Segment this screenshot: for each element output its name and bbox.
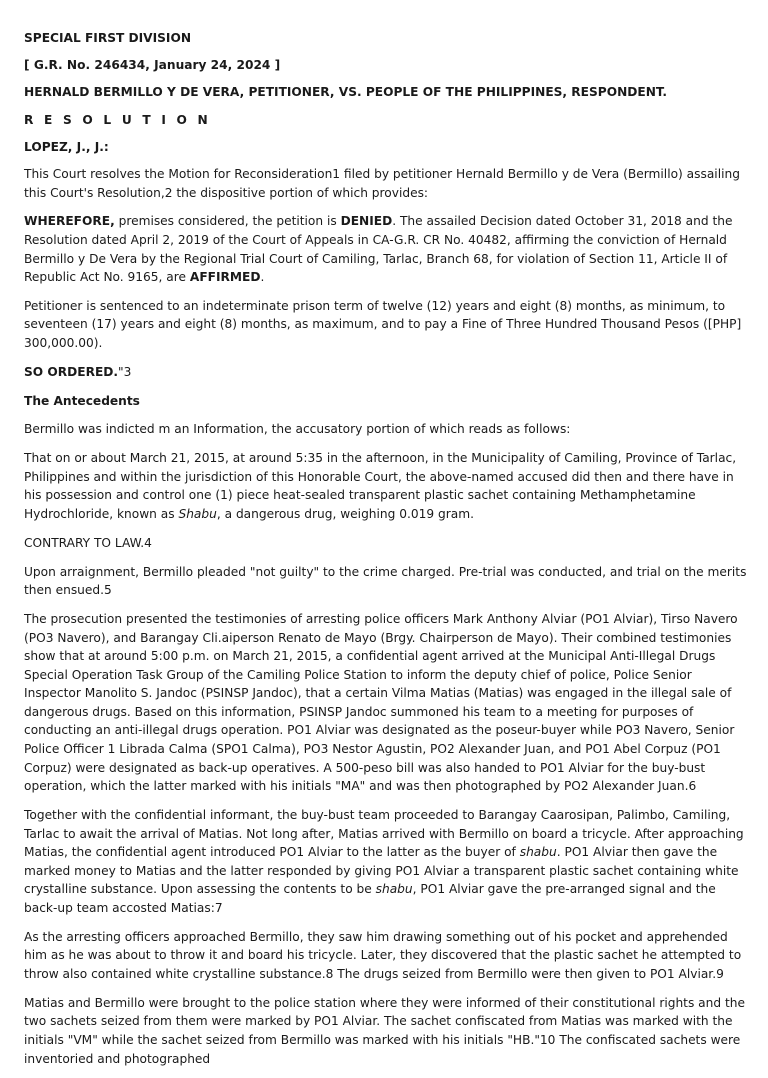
prosecution-paragraph: The prosecution presented the testimonies of arresting police officers Mark Anthony Alviar (PO1 Alviar), Tirso Navero (PO3 Navero), and Barangay Cli.aiperson Renato de Mayo (Brgy. Chairperson de Mayo). Their combined testimonies show that at around 5:00 p.m. on March 21, 2015, a confidential agent arrived at the Municipal Anti-Illegal Drugs Special Operation Task Group of the Camiling Police Station to inform the deputy chief of police, Police Senior Inspector Manolito S. Jandoc (PSINSP Jandoc), that a certain Vilma Matias (Matias) was engaged in the illegal sale of dangerous drugs. Based on this information, PSINSP Jandoc summoned his team to a meeting for purposes of conducting an anti-illegal drugs operation. PO1 Alviar was designated as the poseur-buyer while PO3 Navero, Senior Police Officer 1 Librada Calma (SPO1 Calma), PO3 Nestor Agustin, PO2 Alexander Juan, and PO1 Abel Corpuz (PO1 Corpuz) were designated as back-up operatives. A 500-peso bill was also handed to PO1 Alviar for the buy-bust operation, which the latter marked with his initials "MA" and was then photographed by PO2 Alexander Juan.6 <box>24 611 738 794</box>
so-ordered-label: SO ORDERED. <box>24 364 119 379</box>
wherefore-text-3: . <box>260 270 265 285</box>
affirmed-label: AFFIRMED <box>189 270 261 285</box>
document-type: R E S O L U T I O N <box>24 112 211 127</box>
information-paragraph <box>24 449 752 523</box>
intro-paragraph: This Court resolves the Motion for Reconsideration1 filed by petitioner Hernald Bermillo y de Vera (Bermillo) assailing this Court's Resolution,2 the dispositive portion of which provides: <box>24 166 740 200</box>
information-text-2: , a dangerous drug, weighing 0.019 gram. <box>216 506 474 521</box>
together-text-2: . PO1 Alviar then gave the marked money to Matias and the latter responded by giving PO1 Alviar a transparent plastic sachet containing white crystalline substance. Upon assessing the contents to be <box>24 845 739 897</box>
together-text-1: Together with the confidential informant, the buy-bust team proceeded to Barangay Caarosipan, Palimbo, Camiling, Tarlac to await the arrival of Matias. Not long after, Matias arrived with Bermillo on board a tricycle. After approaching Matias, the confidential agent introduced PO1 Alviar to the latter as the buyer of <box>24 808 744 860</box>
antecedents-heading: The Antecedents <box>24 393 140 408</box>
so-ordered-paragraph <box>24 363 752 382</box>
wherefore-text-2: . The assailed Decision dated October 31, 2018 and the Resolution dated April 2, 2019 of the Court of Appeals in CA-G.R. CR No. 40482, affirming the conviction of Hernald Bermillo y De Vera by the Regional Trial Court of Camiling, Tarlac, Branch 68, for violation of Section 11, Article II of Republic Act No. 9165, are <box>24 214 733 285</box>
together-text-3: , PO1 Alviar gave the pre-arranged signal and the back-up team accosted Matias:7 <box>24 882 716 915</box>
arraignment-paragraph: Upon arraignment, Bermillo pleaded "not guilty" to the crime charged. Pre-trial was conducted, and trial on the merits then ensued.5 <box>24 564 747 598</box>
indicted-paragraph: Bermillo was indicted m an Information, the accusatory portion of which reads as follows: <box>24 422 571 437</box>
case-number: [ G.R. No. 246434, January 24, 2024 ] <box>24 58 281 73</box>
division-heading: SPECIAL FIRST DIVISION <box>24 31 192 45</box>
station-paragraph: Matias and Bermillo were brought to the police station where they were informed of their constitutional rights and the two sachets seized from them were marked by PO1 Alviar. The sachet confiscated from Matias was marked with the initials "VM" while the sachet seized from Bermillo was marked with his initials "HB."10 The confiscated sachets were inventoried and photographed <box>24 995 745 1066</box>
together-paragraph <box>24 806 752 918</box>
information-text-1: That on or about March 21, 2015, at around 5:35 in the afternoon, in the Municipality of Camiling, Province of Tarlac, Philippines and within the jurisdiction of this Honorable Court, the above-named accused did then and there have in his possession and control one (1) piece heat-sealed transparent plastic sachet containing Methamphetamine Hydrochloride, known as <box>24 451 737 521</box>
wherefore-label: WHEREFORE, <box>24 214 115 229</box>
arresting-paragraph: As the arresting officers approached Bermillo, they saw him drawing something out of his pocket and apprehended him as he was about to throw it and board his tricycle. Later, they discovered that the plastic sachet he attempted to throw also contained white crystalline substance.8 The drugs seized from Bermillo were then given to PO1 Alviar.9 <box>24 929 742 981</box>
ponente: LOPEZ, J., J.: <box>24 139 109 154</box>
wherefore-text-1: premises considered, the petition is <box>114 214 341 229</box>
contrary-to-law: CONTRARY TO LAW.4 <box>24 535 152 550</box>
wherefore-paragraph <box>24 212 752 286</box>
resolution-document <box>24 29 752 1078</box>
case-parties: HERNALD BERMILLO Y DE VERA, PETITIONER, VS. PEOPLE OF THE PHILIPPINES, RESPONDENT. <box>24 85 668 100</box>
denied-label: DENIED <box>340 214 393 229</box>
shabu-term: Shabu <box>178 506 217 521</box>
shabu-term: shabu <box>519 845 557 860</box>
sentence-paragraph: Petitioner is sentenced to an indeterminate prison term of twelve (12) years and eight (8) months, as minimum, to seventeen (17) years and eight (8) months, as maximum, and to pay a Fine of Three Hundred Thousand Pesos ([PHP] 300,000.00). <box>24 298 742 351</box>
shabu-term: shabu <box>375 882 413 897</box>
so-ordered-footnote: "3 <box>118 364 132 379</box>
